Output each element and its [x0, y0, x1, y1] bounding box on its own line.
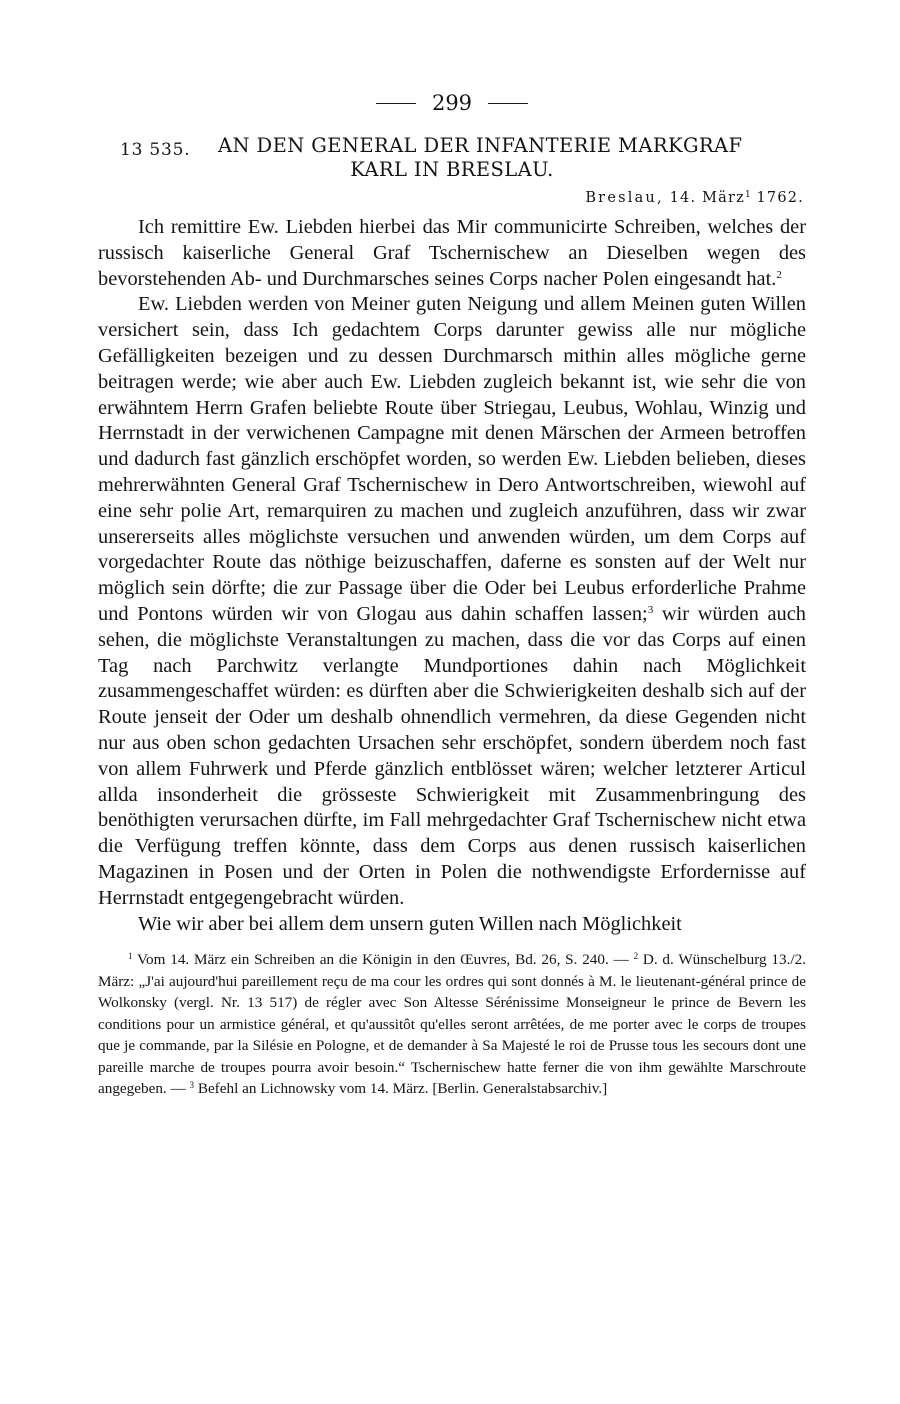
page-header [98, 86, 806, 120]
footnote-2-lead: — [608, 951, 634, 969]
footnote-1-mark: 1 [128, 951, 133, 962]
footnote-1-text: Vom 14. März ein Schreiben an die Königin in den Œuvres, Bd. 26, S. 240. [132, 951, 609, 969]
footnote-3-text: Befehl an Lichnowsky vom 14. März. [Berlin. Generalstabsarchiv.] [194, 1080, 608, 1098]
footnote-2-text: D. d. Wünschelburg 13./2. März: „J'ai aujourd'hui pareillement reçu de ma cour les ordres qui sont donnés à M. le lieutenant-général prince de Wolkonsky (vergl. Nr. 13 517) de régler avec Son Altesse Sérénissime Monseigneur le prince de Bevern les conditions pour un armistice général, et qu'aussitôt qu'elles seront arrêtées, de me porter avec le corps de troupes que je commande, par la Silésie en Pologne, et de demander à Sa Majesté le roi de Prusse tous les secours dont une pareille marche de troupes pourra avoir besoin.“ Tschernischew hatte ferner die von ihm gewählte Marschroute angegeben. — [98, 951, 806, 1098]
dateline [98, 184, 806, 209]
paragraph-2-text-a: Ew. Liebden werden von Meiner guten Neigung und allem Meinen guten Willen versichert sein, dass Ich gedachtem Corps darunter gewiss alle nur mögliche Gefälligkeiten bezeigen und zu dessen Durchmarsch mithin alles mögliche gerne beitragen werde; wie aber auch Ew. Liebden zugleich bekannt ist, wie sehr die von erwähntem Herrn Grafen beliebte Route über Striegau, Leubus, Wohlau, Winzig und Herrnstadt in der verwichenen Campagne mit denen Märschen der Armeen betroffen und dadurch fast gänzlich erschöpfet worden, so werden Ew. Liebden belieben, dieses mehrerwähnten General Graf Tschernischew in Dero Antwortschreiben, wiewohl auf eine sehr polie Art, remarquiren zu machen und zugleich anzuführen, dass wir zwar unsererseits alles möglichste versuchen und anwenden würden, um dem Corps auf vorgedachter Route das nöthige beizuschaffen, daferne es sonsten auf der Welt nur möglich sein dörfte; die zur Passage über die Oder bei Leubus erforderliche Prahme und Pontons würden wir von Glogau aus dahin schaffen lassen; [98, 293, 806, 625]
heading-line-1: AN DEN GENERAL DER INFANTERIE MARKGRAF [218, 134, 743, 157]
footnote-block [98, 949, 806, 1100]
letter-heading [98, 134, 806, 182]
paragraph-1-text: Ich remittire Ew. Liebden hierbei das Mir communicirte Schreiben, welches der russisch kaiserliche General Graf Tschernischew an Dieselben wegen des bevorstehenden Ab- und Durchmarsches seines Corps nacher Polen eingesandt hat. [98, 216, 806, 290]
paragraph-2 [98, 292, 806, 911]
date-place: Breslau, [585, 190, 664, 206]
page-number: 299 [431, 90, 473, 115]
footnote-3-mark: 3 [189, 1080, 195, 1091]
paragraph-2-text-b: wir würden auch sehen, die möglichste Veranstaltungen zu machen, dass die vor das Corps auf einen Tag nach Parchwitz verlangte Mundportiones dahin nach Möglichkeit zusammengeschaffet würden: es dürften aber die Schwierigkeiten deshalb sich auf der Route jenseit der Oder um deshalb ohnendlich vermehren, da diese Gegenden nicht nur aus oben schon gedachten Ursachen sehr erschöpfet, sondern überdem noch fast von allem Fuhrwerk und Pferde gänzlich entblösset wären; welcher letzterer Articul allda insonderheit die grösseste Schwierigkeit mit Zusammenbringung des benöthigten verursachen dürfte, im Fall mehrgedachter Graf Tschernischew nicht etwa die Verfügung treffen könnte, dass dem Corps aus denen russisch kaiserlichen Magazinen in Posen und der Orten in Polen die nothwendigste Erfordernisse auf Herrnstadt entgegengebracht würden. [98, 602, 806, 909]
letter-body [98, 215, 806, 937]
date-day: 14. März [669, 190, 745, 206]
letter-number: 13 535. [120, 140, 191, 160]
header-rule-left [376, 103, 416, 104]
header-rule-right [488, 103, 528, 104]
paragraph-3 [98, 912, 806, 938]
footnote-2-mark: 2 [633, 951, 639, 962]
footnotes [98, 949, 806, 1100]
footnote-ref-1: 1 [744, 190, 751, 200]
footnote-ref-2: 2 [776, 268, 782, 281]
paragraph-3-text: Wie wir aber bei allem dem unsern guten Willen nach Möglichkeit [138, 912, 682, 935]
heading-line-2: KARL IN BRESLAU. [350, 158, 554, 181]
document-page [98, 86, 806, 1100]
footnote-ref-3: 3 [647, 603, 654, 616]
paragraph-1 [98, 215, 806, 292]
date-year: 1762. [756, 190, 804, 206]
